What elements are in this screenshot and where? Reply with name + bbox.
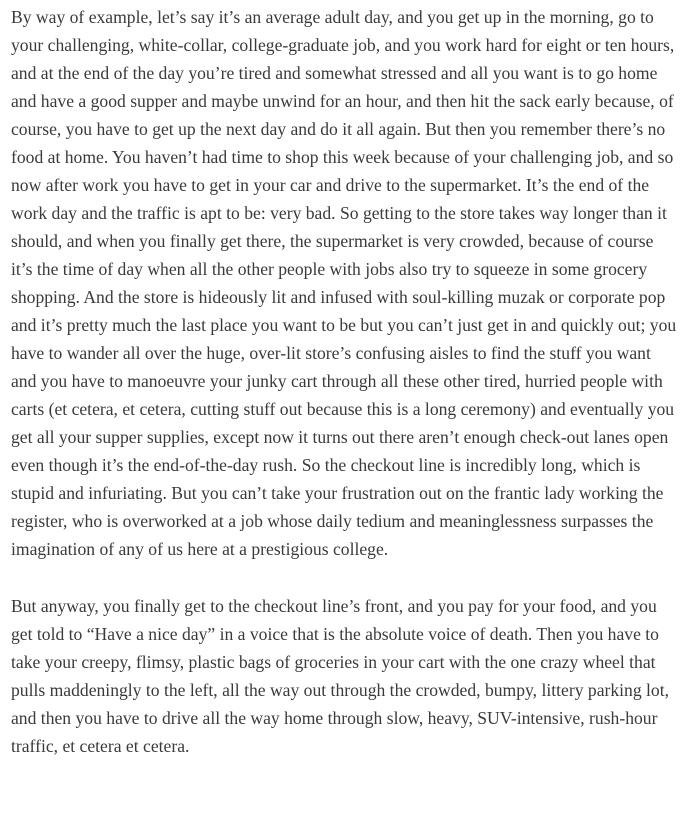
paragraph-1: By way of example, let’s say it’s an average adult day, and you get up in the morning, go to your challenging, white-collar, college-graduate job, and you work hard for eight or ten hours, and at the end of the day you’re tired and somewhat stressed and all you want is to go home and have a good supper and maybe unwind for an hour, and then hit the sack early because, of course, you have to get up the next day and do it all again. But then you remember there’s no food at home. You haven’t had time to shop this week because of your challenging job, and so now after work you have to get in your car and drive to the supermarket. It’s the end of the work day and the traffic is apt to be: very bad. So getting to the store takes way longer than it should, and when you finally get there, the supermarket is very crowded, because of course it’s the time of day when all the other people with jobs also try to squeeze in some grocery shopping. And the store is hideously lit and infused with soul-killing muzak or corporate pop and it’s pretty much the last place you want to be but you can’t just get in and quickly out; you have to wander all over the huge, over-lit store’s confusing aisles to find the stuff you want and you have to manoeuvre your junky cart through all these other tired, hurried people with carts (et cetera, et cetera, cutting stuff out because this is a long ceremony) and eventually you get all your supper supplies, except now it turns out there aren’t enough check-out lanes open even though it’s the end-of-the-day rush. So the checkout line is incredibly long, which is stupid and infuriating. But you can’t take your frustration out on the frantic lady working the register, who is overworked at a job whose daily tedium and meaninglessness surpasses the imagination of any of us here at a prestigious college. bbox=[11, 7, 677, 559]
paragraph-2: But anyway, you finally get to the checkout line’s front, and you pay for your food, and you get told to “Have a nice day” in a voice that is the absolute voice of death. Then you have to take your creepy, flimsy, plastic bags of groceries in your cart with the one crazy wheel that pulls maddeningly to the left, all the way out through the crowded, bumpy, littery parking lot, and then you have to drive all the way home through slow, heavy, SUV-intensive, rush-hour traffic, et cetera et cetera. bbox=[11, 596, 670, 756]
